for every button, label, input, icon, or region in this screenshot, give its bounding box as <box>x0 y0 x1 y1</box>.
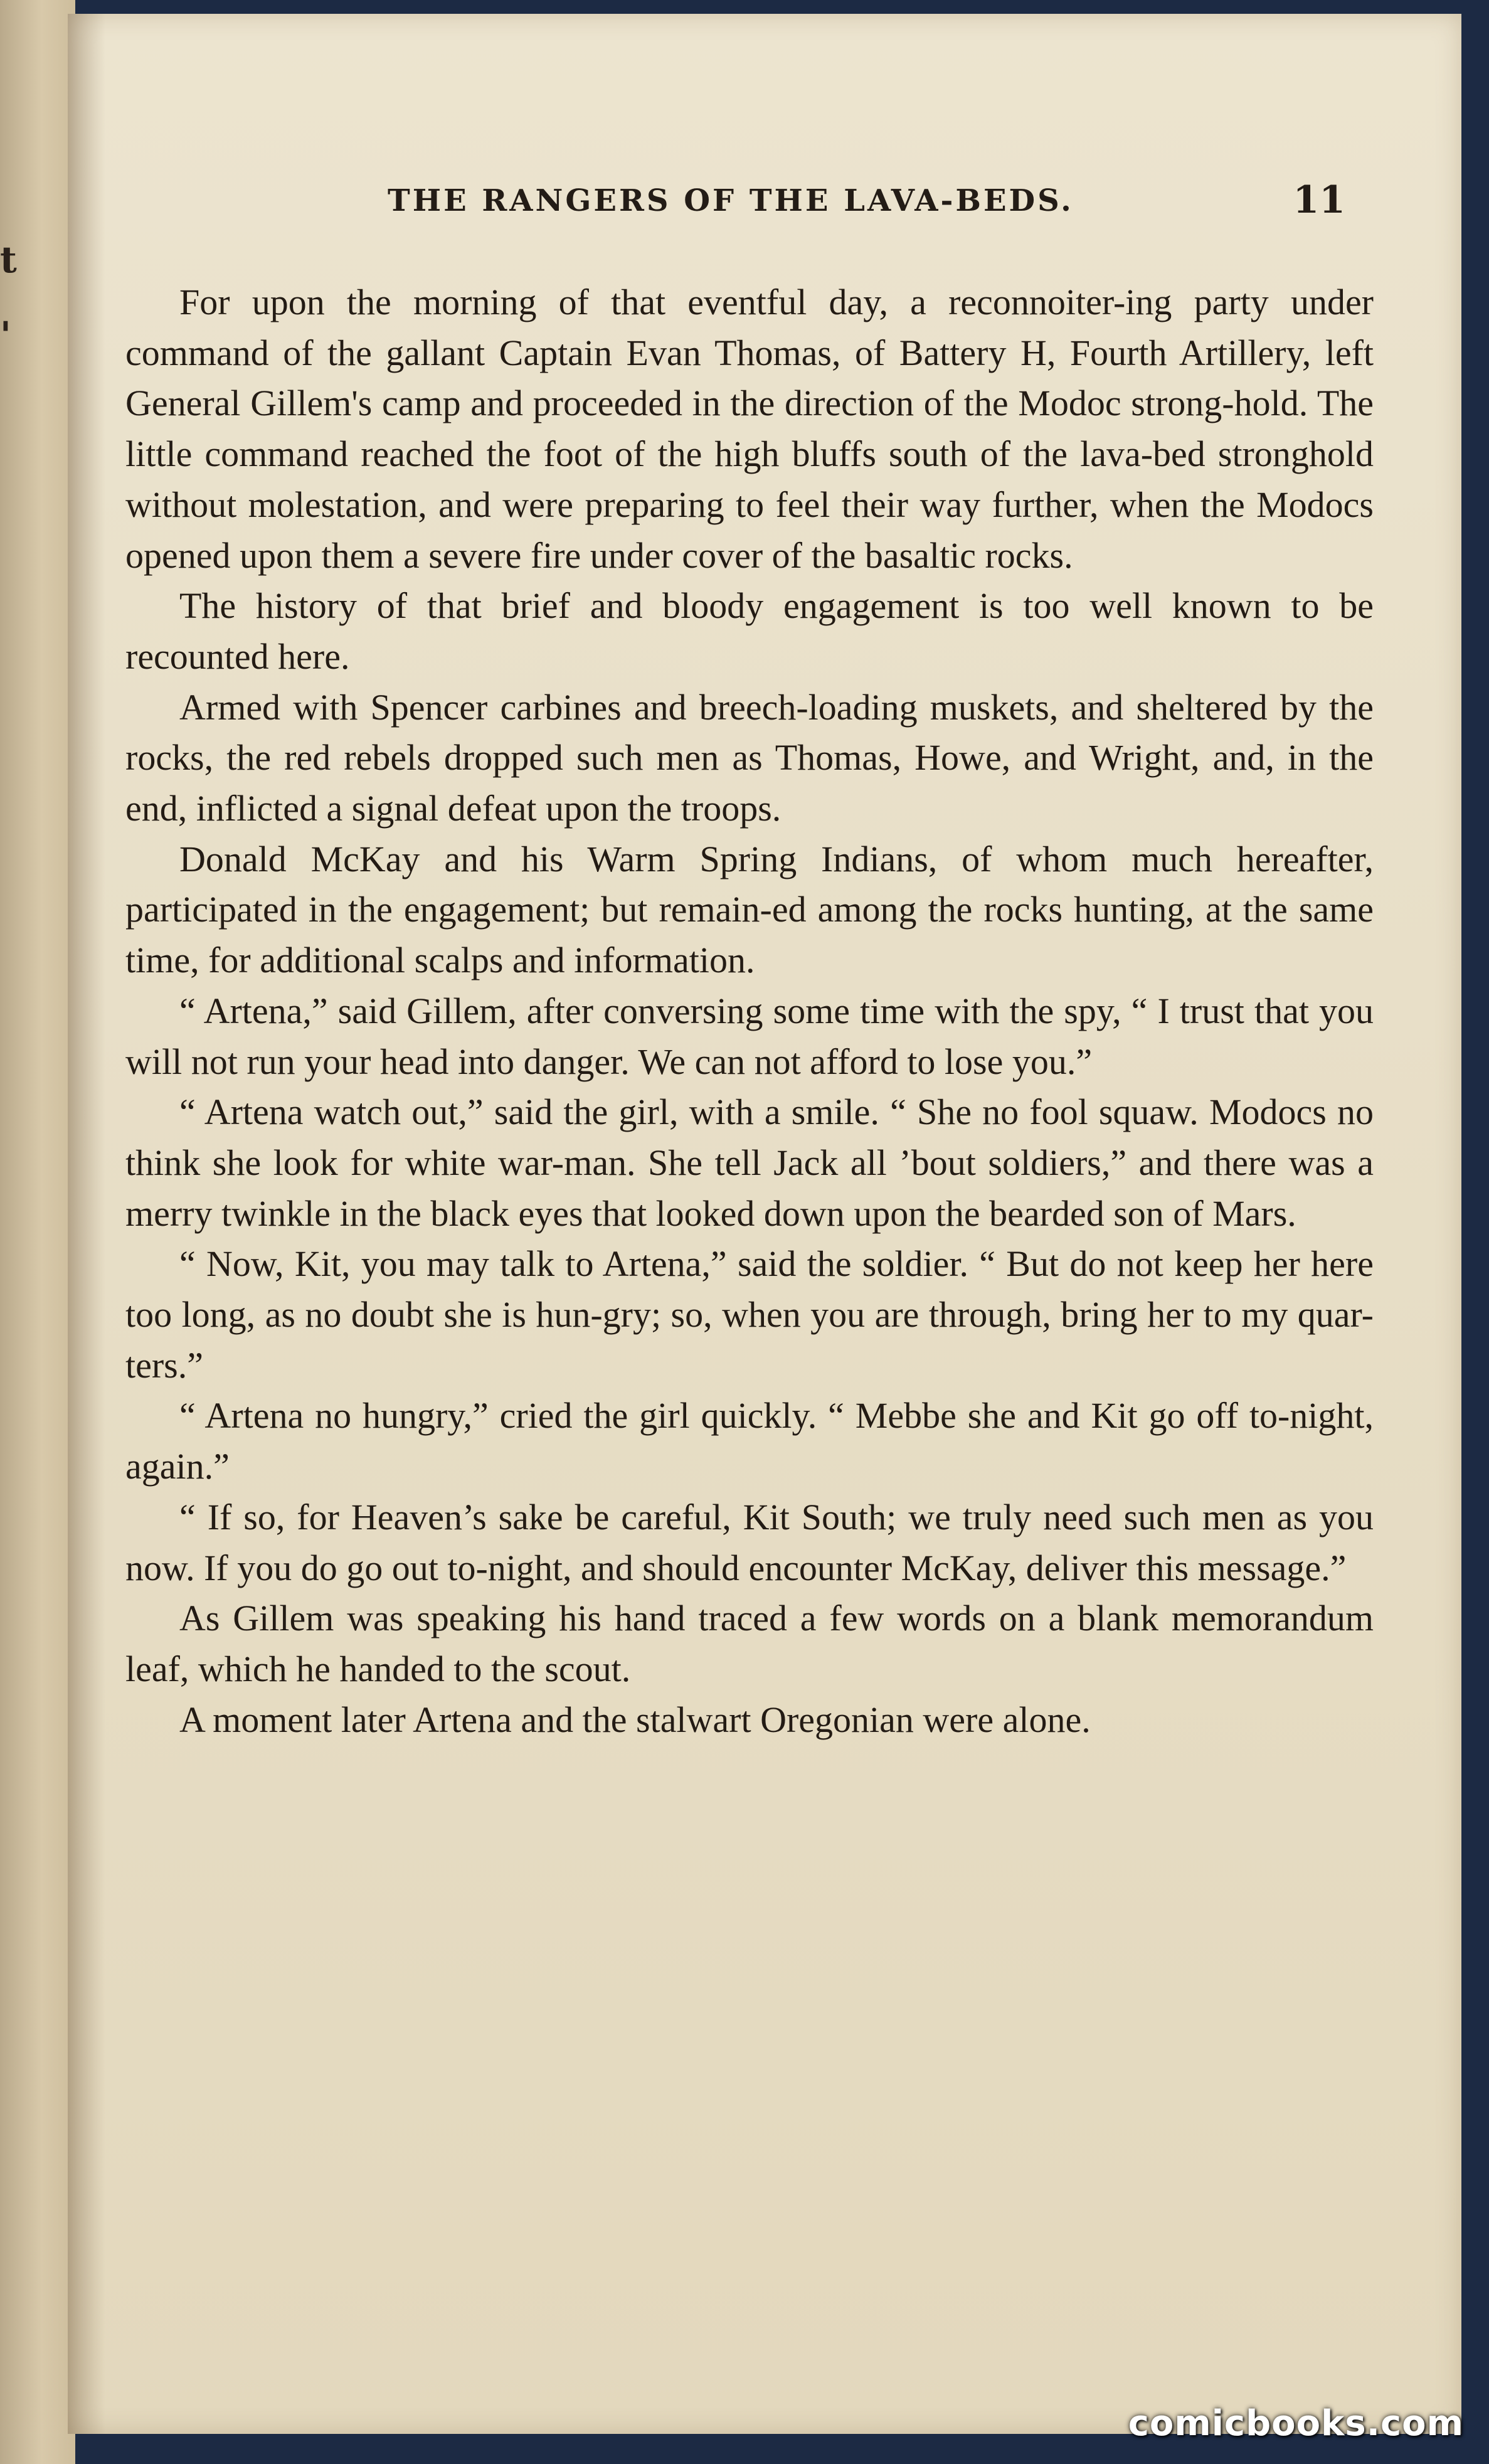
paragraph: Armed with Spencer carbines and breech-loading muskets, and sheltered by the rocks, the red rebels dropped such men as Thomas, Howe, and Wright, and, in the end, inflicted a signal defeat upon the troops. <box>125 686 1374 829</box>
book-page <box>68 14 1461 2434</box>
running-head <box>68 178 1461 227</box>
gutter-shadow <box>68 14 105 2434</box>
paragraph: As Gillem was speaking his hand traced a few words on a blank memorandum leaf, which he handed to the scout. <box>125 1598 1374 1689</box>
facing-page-text-fragment: ' <box>0 314 11 356</box>
page-number: 11 <box>1293 178 1345 222</box>
paragraph: “ If so, for Heaven’s sake be careful, Kit South; we truly need such men as you now. If you do go out to-night, and should encounter McKay, deliver this message.” <box>125 1496 1374 1588</box>
site-watermark: comicbooks.com <box>1128 2403 1464 2444</box>
paragraph: The history of that brief and bloody engagement is too well known to be recounted here. <box>125 585 1374 677</box>
body-text <box>125 277 1374 1745</box>
paragraph: “ Artena no hungry,” cried the girl quickly. “ Mebbe she and Kit go off to-night, again.” <box>125 1395 1374 1487</box>
paragraph: A moment later Artena and the stalwart Oregonian were alone. <box>179 1699 1091 1740</box>
running-title: THE RANGERS OF THE LAVA-BEDS. <box>388 183 1074 218</box>
paragraph: Donald McKay and his Warm Spring Indians, of whom much hereafter, participated in the engagement; but remain-ed among the rocks hunting, at the same time, for additional scalps and information. <box>125 838 1374 981</box>
paragraph: For upon the morning of that eventful day, a reconnoiter-ing party under command of the gallant Captain Evan Thomas, of Battery H, Fourth Artillery, left General Gillem's camp and proceeded in the direction of the Modoc strong-hold. The little command reached the foot of the high bluffs south of the lava-bed stronghold without molestation, and were preparing to feel their way further, when the Modocs opened upon them a severe fire under cover of the basaltic rocks. <box>125 282 1374 576</box>
paragraph: “ Artena,” said Gillem, after conversing some time with the spy, “ I trust that you will not run your head into danger. We can not afford to lose you.” <box>125 990 1374 1082</box>
facing-page-edge <box>0 0 75 2464</box>
paragraph: “ Now, Kit, you may talk to Artena,” said the soldier. “ But do not keep her here too long, as no doubt she is hun-gry; so, when you are through, bring her to my quar-ters.” <box>125 1243 1374 1386</box>
paragraph: “ Artena watch out,” said the girl, with a smile. “ She no fool squaw. Modocs no think she look for white war-man. She tell Jack all ’bout soldiers,” and there was a merry twinkle in the black eyes that looked down upon the bearded son of Mars. <box>125 1091 1374 1234</box>
facing-page-text-fragment: t <box>0 238 17 281</box>
